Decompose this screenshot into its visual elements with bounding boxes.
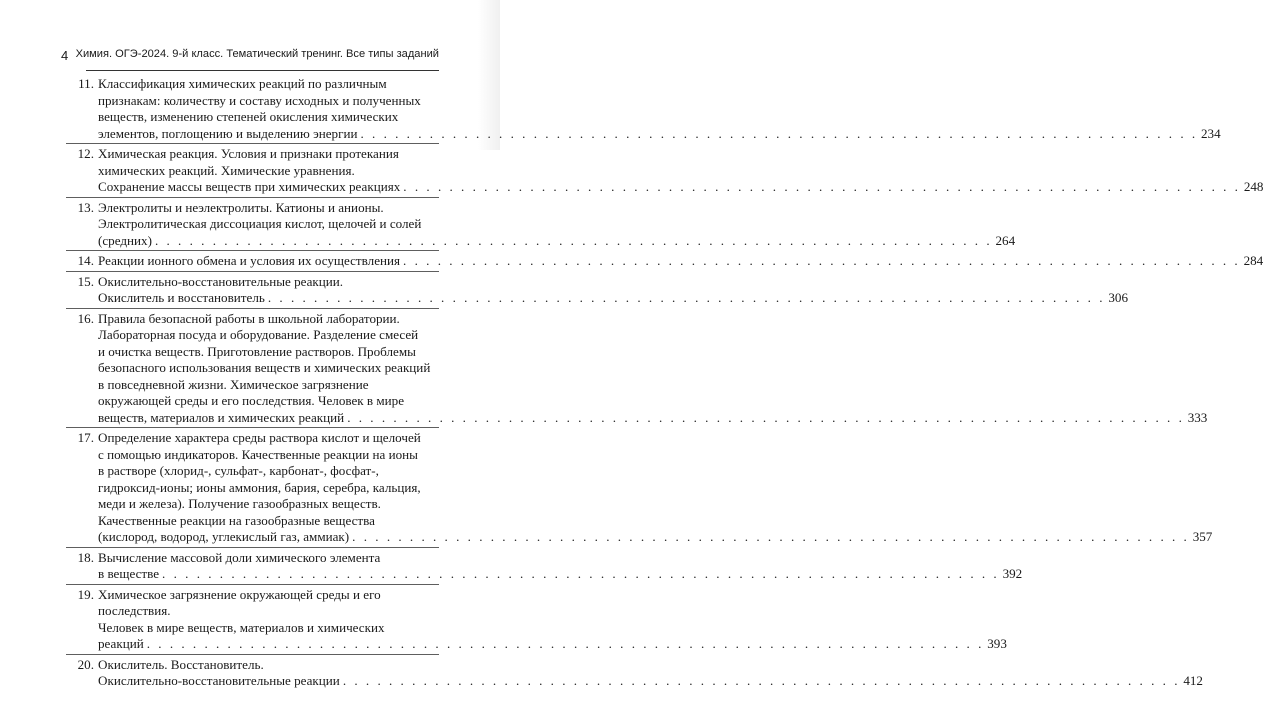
toc-entry-leader-line [98, 126, 1221, 143]
toc-entry-title-line: безопасного использования веществ и химических реакций [98, 360, 431, 375]
toc-entry-title-line: гидроксид-ионы; ионы аммония, бария, серебра, кальция, [98, 479, 421, 495]
toc-entry-title-last-line: элементов, поглощению и выделению энергии [98, 125, 358, 141]
toc-entry-title-line: химических реакций. Химические уравнения. [98, 162, 355, 178]
toc-entry-number: 11. [78, 76, 94, 91]
toc-entry-title-line: Человек в мире веществ, материалов и химических [98, 619, 385, 635]
dot-leader [147, 636, 984, 653]
toc-entry-title-line: в растворе (хлорид-, сульфат-, карбонат-, фосфат-, [98, 463, 379, 478]
toc-entry-page: 357 [1192, 529, 1213, 544]
toc-entry [66, 309, 1208, 429]
toc-entry-number: 16. [77, 310, 94, 326]
toc-entry-page: 392 [1002, 566, 1023, 581]
toc-entry-number: 12. [77, 146, 94, 161]
toc-entry [66, 272, 1128, 309]
toc-entry-number: 18. [77, 549, 94, 565]
toc-entry-title-line: последствия. [98, 603, 171, 618]
toc-entry-title-last-line: веществ, материалов и химических реакций [98, 409, 345, 425]
toc-entry-title-line: с помощью индикаторов. Качественные реакции на ионы [98, 446, 418, 462]
toc-entry-title-line: Химическая реакция. Условия и признаки протекания [98, 146, 399, 161]
toc-entry-number: 15. [77, 273, 94, 289]
dot-leader [155, 233, 992, 250]
toc-entry-title-line: признакам: количеству и составу исходных и полученных [98, 92, 421, 108]
dot-leader [268, 290, 1105, 307]
toc-entry-page: 234 [1201, 125, 1221, 141]
toc-entry-title-line: Вычисление массовой доли химического элемента [98, 549, 381, 565]
dot-leader [343, 673, 1180, 690]
toc-entry-title-line: Лабораторная посуда и оборудование. Разделение смесей [98, 327, 419, 342]
toc-entry [66, 585, 1007, 655]
toc-entry-number: 19. [77, 586, 94, 602]
toc-entry-title-line: окружающей среды и его последствия. Человек в мире [98, 393, 405, 408]
dot-leader [403, 253, 1240, 270]
toc-entry-body [98, 550, 1022, 583]
toc-entry-title-last-line: Сохранение массы веществ при химических реакциях [98, 179, 401, 194]
toc-entry-leader-line [98, 636, 1007, 653]
toc-entry-title-line: меди и железа). Получение газообразных веществ. [98, 496, 381, 511]
toc-entry-title-line: веществ, изменению степеней окисления химических [98, 109, 399, 124]
toc-entry-title-line: Качественные реакции на газообразные вещества [98, 512, 375, 528]
toc-entry [66, 548, 1023, 585]
toc-entry-body [98, 430, 1212, 546]
toc-entry-number: 14. [77, 253, 94, 268]
toc-entry [66, 198, 1016, 252]
toc-entry-title-line: Электролиты и неэлектролиты. Катионы и анионы. [98, 199, 384, 215]
toc-entry-title-last-line: (средних) [98, 232, 152, 248]
toc-entry-number: 17. [77, 430, 94, 445]
toc-entry-leader-line [98, 566, 1022, 583]
running-head: Химия. ОГЭ-2024. 9-й класс. Тематический тренинг. Все типы заданий [75, 48, 439, 60]
toc-entry-title-last-line: реакций [98, 636, 144, 651]
dot-leader [352, 529, 1189, 546]
toc-entry-page: 264 [995, 232, 1016, 248]
dot-leader [162, 566, 999, 583]
toc-entry-title-line: Окислительно-восстановительные реакции. [98, 273, 344, 289]
page-number: 4 [61, 48, 69, 63]
toc-entry-leader-line [98, 290, 1128, 307]
toc-entry-title-line: и очистка веществ. Приготовление растворов. Проблемы [98, 343, 416, 359]
toc-entry-body [98, 311, 1207, 427]
toc-entry-number: 20. [77, 656, 94, 672]
toc-entry-number: 13. [77, 199, 94, 215]
toc-entry-body [98, 253, 1263, 270]
toc-entry-page: 333 [1187, 409, 1208, 425]
dot-leader [347, 410, 1184, 427]
dot-leader [360, 126, 1197, 143]
toc-entry [66, 655, 1203, 691]
toc-entry-leader-line [98, 179, 1263, 196]
page-header [0, 47, 500, 67]
toc-entry-page: 393 [987, 636, 1007, 651]
toc-entry-title-line: Определение характера среды раствора кислот и щелочей [98, 430, 421, 445]
toc-entry-title-last-line: Окислитель и восстановитель [98, 290, 265, 305]
toc-entry-body [98, 76, 1221, 142]
toc-entry-title-line: Электролитическая диссоциация кислот, щелочей и солей [98, 216, 422, 231]
toc-entry [66, 251, 1263, 272]
table-of-contents [66, 71, 1263, 691]
toc-entry-body [98, 146, 1263, 196]
toc-entry-leader-line [98, 673, 1203, 690]
toc-entry-title-line: Химическое загрязнение окружающей среды и его [98, 586, 381, 602]
toc-entry-body [98, 657, 1203, 690]
toc-entry [66, 428, 1213, 548]
toc-entry-page: 306 [1108, 290, 1128, 305]
toc-entry-body [98, 200, 1015, 250]
dot-leader [403, 179, 1240, 196]
toc-entry-leader-line [98, 529, 1212, 546]
toc-entry-title-last-line: в веществе [98, 566, 160, 581]
toc-entry-leader-line [98, 410, 1207, 427]
toc-entry-title-line: Окислитель. Восстановитель. [98, 656, 264, 672]
toc-entry-page: 248 [1243, 179, 1263, 194]
toc-entry-body [98, 587, 1007, 653]
toc-entry [66, 144, 1263, 198]
toc-entry-body [98, 274, 1128, 307]
toc-entry [66, 71, 1221, 144]
toc-entry-leader-line [98, 253, 1263, 270]
toc-entry-title-last-line: Окислительно-восстановительные реакции [98, 673, 340, 688]
toc-entry-title-last-line: (кислород, водород, углекислый газ, аммиак) [98, 529, 350, 544]
toc-entry-title-line: Классификация химических реакций по различным [98, 76, 387, 91]
toc-entry-leader-line [98, 233, 1015, 250]
toc-entry-title-last-line: Реакции ионного обмена и условия их осуществления [98, 253, 401, 268]
toc-entry-title-line: Правила безопасной работы в школьной лаборатории. [98, 310, 400, 326]
toc-entry-page: 284 [1243, 253, 1263, 268]
toc-entry-page: 412 [1183, 673, 1203, 688]
toc-entry-title-line: в повседневной жизни. Химическое загрязнение [98, 376, 369, 392]
